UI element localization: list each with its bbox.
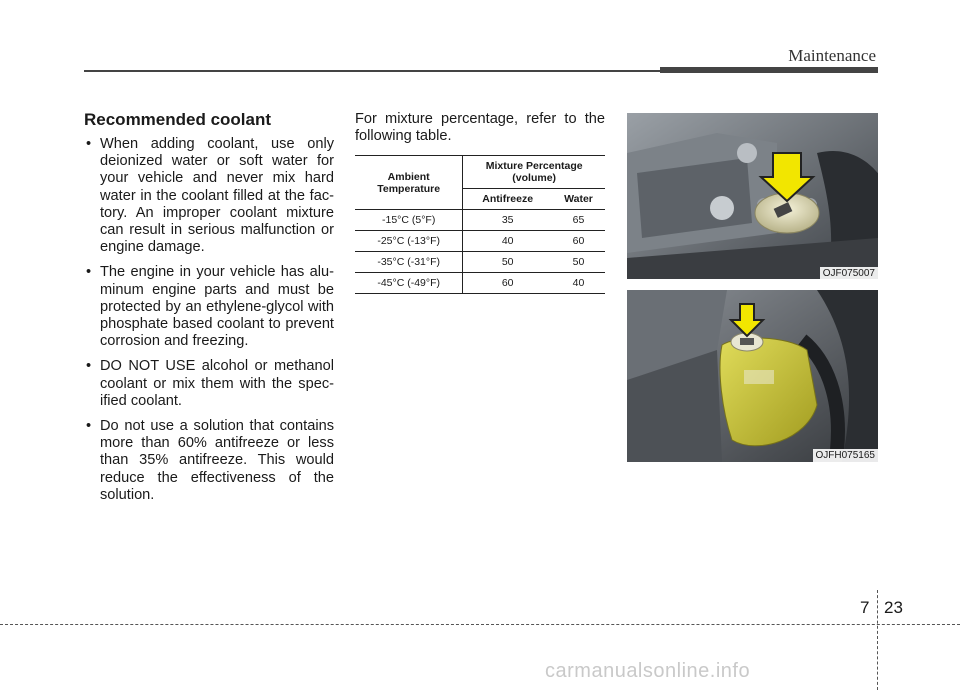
bullet-item: • The engine in your vehicle has alu-minum engine parts and must be protected by an ethylene-glycol with phosphate based coolant to prevent corrosion and freezing.: [86, 264, 334, 350]
reservoir-illustration: [627, 290, 878, 462]
table-header-row: [355, 156, 605, 189]
bullet-item: • When adding coolant, use only deionized water or soft water for your vehicle and never mix hard water in the coolant filled at the fac-tory. An improper coolant mixture can result in serious malfunction or engine damage.: [86, 136, 334, 256]
running-header: Maintenance: [788, 46, 876, 65]
chapter-number: 7: [860, 598, 870, 617]
footer-rule: [0, 624, 960, 625]
middle-column: [355, 111, 605, 294]
engine-bay-illustration: [627, 113, 878, 279]
coolant-reservoir-photo: [627, 290, 878, 462]
page-number: 23: [884, 598, 903, 617]
header-antifreeze: Antifreeze: [463, 189, 552, 210]
table-row: -45°C (-49°F) 60 40: [355, 273, 605, 294]
table-row: -25°C (-13°F) 40 60: [355, 231, 605, 252]
figure-code: OJF075007: [820, 267, 878, 279]
header-rule-thin: [84, 70, 660, 72]
table-row: -15°C (5°F) 35 65: [355, 210, 605, 231]
header-ambient-temperature: Ambient Temperature: [355, 156, 463, 210]
watermark: carmanualsonline.info: [545, 660, 751, 682]
table-intro: For mixture percentage, refer to the following table.: [355, 111, 605, 145]
mixture-table: [355, 155, 605, 294]
table-row: -35°C (-31°F) 50 50: [355, 252, 605, 273]
figure-code: OJFH075165: [813, 449, 878, 462]
engine-coolant-cap-photo: [627, 113, 878, 279]
bullet-item: • Do not use a solution that contains more than 60% antifreeze or less than 35% antifreeze. This would reduce the effectiveness of the solution.: [86, 418, 334, 503]
header-water: Water: [552, 189, 605, 210]
footer-divider: [877, 590, 878, 690]
header-mixture-percentage: Mixture Percentage (volume): [485, 160, 583, 185]
bullet-list: [84, 136, 334, 504]
header-rule-thick: [660, 67, 878, 73]
left-column: [84, 110, 334, 512]
section-heading: Recommended coolant: [84, 110, 272, 129]
bullet-item: • DO NOT USE alcohol or methanol coolant or mix them with the spec-ified coolant.: [86, 358, 334, 409]
